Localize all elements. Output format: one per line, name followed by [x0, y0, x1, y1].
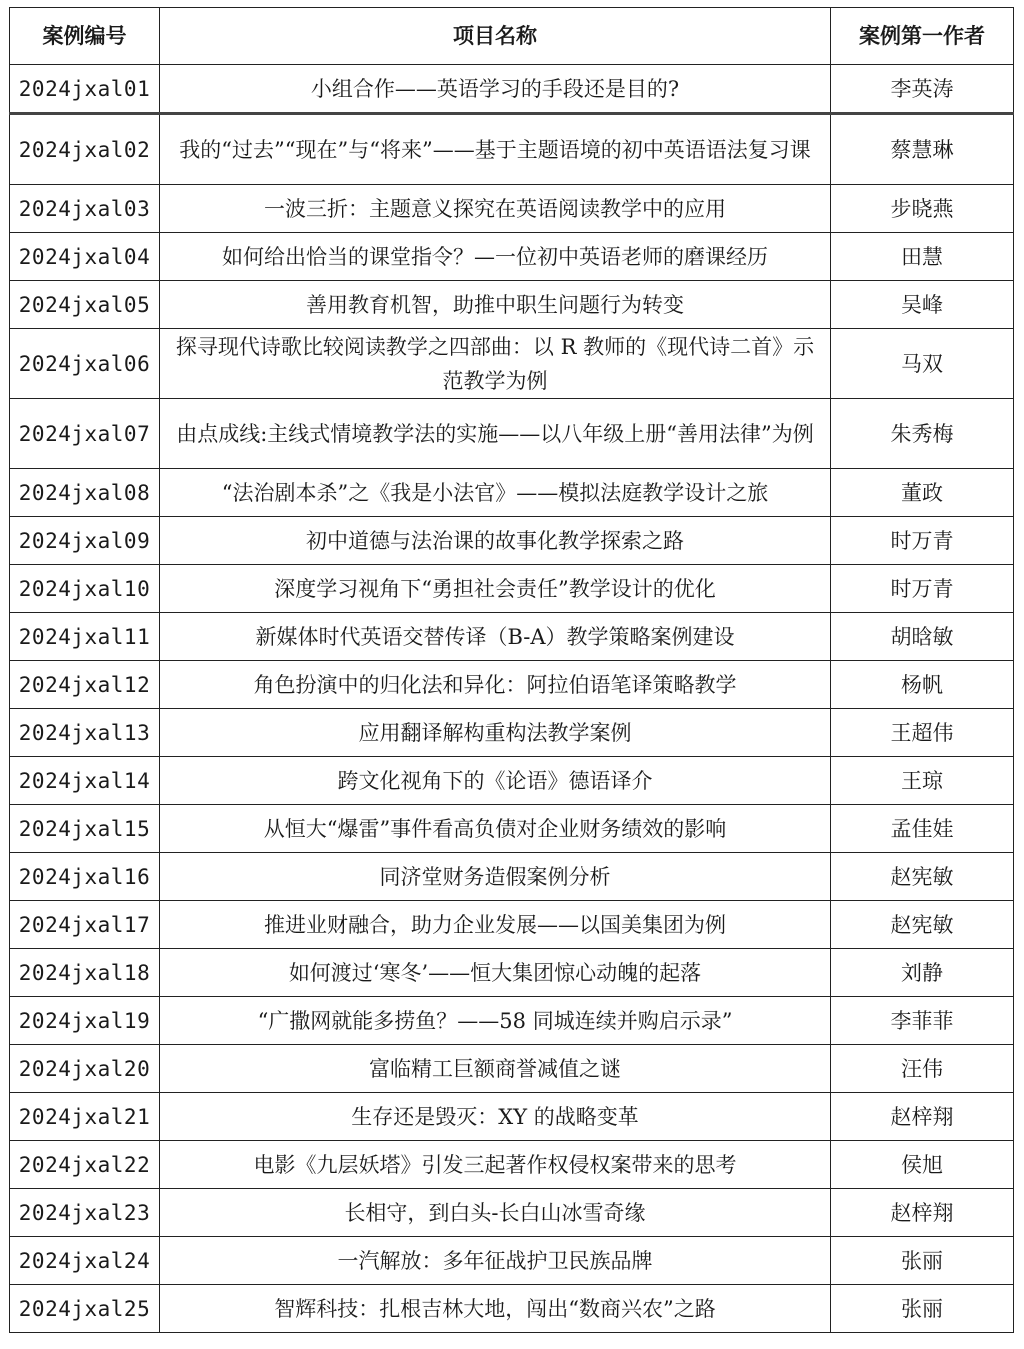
author-cell: 马双	[831, 329, 1014, 399]
project-name-cell: 电影《九层妖塔》引发三起著作权侵权案带来的思考	[160, 1141, 831, 1189]
author-cell: 胡晗敏	[831, 613, 1014, 661]
table-row	[10, 805, 1014, 853]
header-case-id: 案例编号	[10, 8, 160, 65]
table-row	[10, 661, 1014, 709]
table-row	[10, 613, 1014, 661]
project-name-cell: 一汽解放：多年征战护卫民族品牌	[160, 1237, 831, 1285]
project-name-cell: “法治剧本杀”之《我是小法官》——模拟法庭教学设计之旅	[160, 469, 831, 517]
project-name-cell: 深度学习视角下“勇担社会责任”教学设计的优化	[160, 565, 831, 613]
case-id-cell: 2024jxal09	[10, 517, 160, 565]
author-cell: 朱秀梅	[831, 399, 1014, 469]
author-cell: 田慧	[831, 233, 1014, 281]
case-id-cell: 2024jxal17	[10, 901, 160, 949]
case-id-cell: 2024jxal07	[10, 399, 160, 469]
project-name-cell: 新媒体时代英语交替传译（B-A）教学策略案例建设	[160, 613, 831, 661]
case-id-cell: 2024jxal22	[10, 1141, 160, 1189]
table-row	[10, 281, 1014, 329]
table-row	[10, 399, 1014, 469]
author-cell: 赵宪敏	[831, 901, 1014, 949]
author-cell: 刘静	[831, 949, 1014, 997]
author-cell: 王超伟	[831, 709, 1014, 757]
case-id-cell: 2024jxal13	[10, 709, 160, 757]
project-name-cell: “广撒网就能多捞鱼？——58 同城连续并购启示录”	[160, 997, 831, 1045]
author-cell: 蔡慧琳	[831, 114, 1014, 185]
author-cell: 李英涛	[831, 65, 1014, 114]
author-cell: 张丽	[831, 1237, 1014, 1285]
project-name-cell: 同济堂财务造假案例分析	[160, 853, 831, 901]
project-name-cell: 探寻现代诗歌比较阅读教学之四部曲：以 R 教师的《现代诗二首》示范教学为例	[160, 329, 831, 399]
case-id-cell: 2024jxal06	[10, 329, 160, 399]
project-name-cell: 生存还是毁灭：XY 的战略变革	[160, 1093, 831, 1141]
table-row	[10, 1093, 1014, 1141]
author-cell: 王琼	[831, 757, 1014, 805]
table-row	[10, 1237, 1014, 1285]
case-id-cell: 2024jxal14	[10, 757, 160, 805]
project-name-cell: 应用翻译解构重构法教学案例	[160, 709, 831, 757]
project-name-cell: 如何渡过‘寒冬’——恒大集团惊心动魄的起落	[160, 949, 831, 997]
author-cell: 孟佳娃	[831, 805, 1014, 853]
table-row	[10, 1189, 1014, 1237]
author-cell: 步晓燕	[831, 185, 1014, 233]
table-row	[10, 185, 1014, 233]
author-cell: 时万青	[831, 517, 1014, 565]
project-name-cell: 富临精工巨额商誉减值之谜	[160, 1045, 831, 1093]
table-row	[10, 233, 1014, 281]
case-id-cell: 2024jxal10	[10, 565, 160, 613]
case-id-cell: 2024jxal03	[10, 185, 160, 233]
case-id-cell: 2024jxal08	[10, 469, 160, 517]
case-table	[9, 7, 1014, 1333]
author-cell: 赵宪敏	[831, 853, 1014, 901]
case-id-cell: 2024jxal25	[10, 1285, 160, 1333]
project-name-cell: 推进业财融合，助力企业发展——以国美集团为例	[160, 901, 831, 949]
case-id-cell: 2024jxal12	[10, 661, 160, 709]
project-name-cell: 长相守，到白头-长白山冰雪奇缘	[160, 1189, 831, 1237]
case-id-cell: 2024jxal24	[10, 1237, 160, 1285]
table-row	[10, 517, 1014, 565]
project-name-cell: 一波三折：主题意义探究在英语阅读教学中的应用	[160, 185, 831, 233]
case-id-cell: 2024jxal11	[10, 613, 160, 661]
project-name-cell: 如何给出恰当的课堂指令？—一位初中英语老师的磨课经历	[160, 233, 831, 281]
case-id-cell: 2024jxal02	[10, 114, 160, 185]
case-id-cell: 2024jxal20	[10, 1045, 160, 1093]
table-row	[10, 565, 1014, 613]
table-row	[10, 329, 1014, 399]
case-id-cell: 2024jxal01	[10, 65, 160, 114]
author-cell: 李菲菲	[831, 997, 1014, 1045]
project-name-cell: 由点成线:主线式情境教学法的实施——以八年级上册“善用法律”为例	[160, 399, 831, 469]
case-id-cell: 2024jxal04	[10, 233, 160, 281]
case-id-cell: 2024jxal19	[10, 997, 160, 1045]
table-row	[10, 853, 1014, 901]
case-id-cell: 2024jxal05	[10, 281, 160, 329]
table-row	[10, 997, 1014, 1045]
table-row	[10, 757, 1014, 805]
project-name-cell: 小组合作——英语学习的手段还是目的?	[160, 65, 831, 114]
table-row	[10, 901, 1014, 949]
project-name-cell: 从恒大“爆雷”事件看高负债对企业财务绩效的影响	[160, 805, 831, 853]
case-id-cell: 2024jxal15	[10, 805, 160, 853]
table-row	[10, 709, 1014, 757]
table-row	[10, 469, 1014, 517]
project-name-cell: 善用教育机智，助推中职生问题行为转变	[160, 281, 831, 329]
header-first-author: 案例第一作者	[831, 8, 1014, 65]
author-cell: 吴峰	[831, 281, 1014, 329]
header-row	[10, 8, 1014, 65]
project-name-cell: 角色扮演中的归化法和异化：阿拉伯语笔译策略教学	[160, 661, 831, 709]
project-name-cell: 智辉科技：扎根吉林大地，闯出“数商兴农”之路	[160, 1285, 831, 1333]
project-name-cell: 初中道德与法治课的故事化教学探索之路	[160, 517, 831, 565]
author-cell: 赵梓翔	[831, 1093, 1014, 1141]
table-row	[10, 949, 1014, 997]
author-cell: 杨帆	[831, 661, 1014, 709]
author-cell: 时万青	[831, 565, 1014, 613]
project-name-cell: 跨文化视角下的《论语》德语译介	[160, 757, 831, 805]
case-id-cell: 2024jxal23	[10, 1189, 160, 1237]
case-id-cell: 2024jxal18	[10, 949, 160, 997]
case-id-cell: 2024jxal16	[10, 853, 160, 901]
table-row	[10, 65, 1014, 114]
project-name-cell: 我的“过去”“现在”与“将来”——基于主题语境的初中英语语法复习课	[160, 114, 831, 185]
table-row	[10, 114, 1014, 185]
table-row	[10, 1045, 1014, 1093]
author-cell: 汪伟	[831, 1045, 1014, 1093]
case-id-cell: 2024jxal21	[10, 1093, 160, 1141]
header-project-name: 项目名称	[160, 8, 831, 65]
author-cell: 侯旭	[831, 1141, 1014, 1189]
table-row	[10, 1285, 1014, 1333]
author-cell: 董政	[831, 469, 1014, 517]
author-cell: 赵梓翔	[831, 1189, 1014, 1237]
author-cell: 张丽	[831, 1285, 1014, 1333]
table-row	[10, 1141, 1014, 1189]
